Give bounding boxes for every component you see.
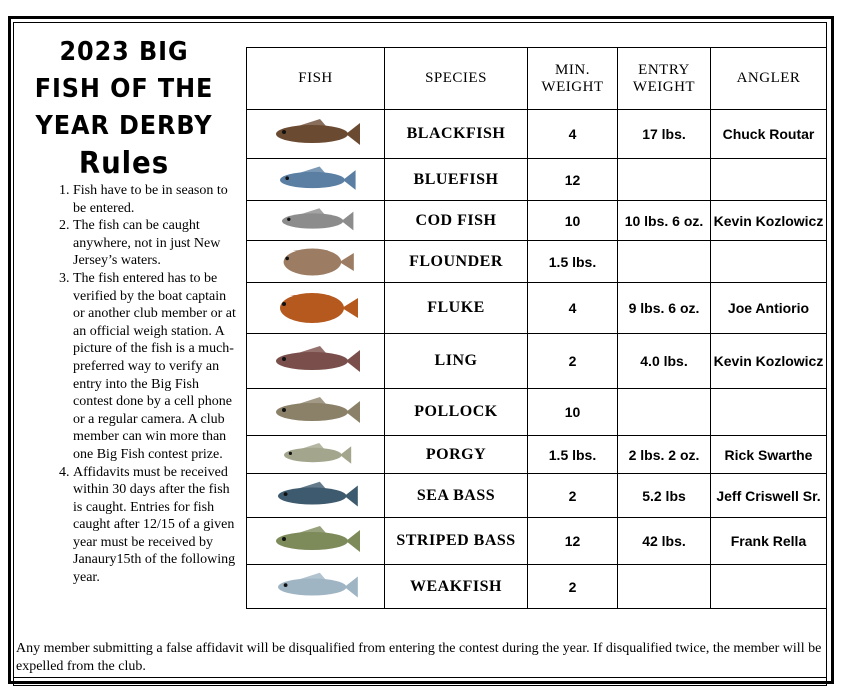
rule-item: 2. The fish can be caught anywhere, not in just New Jersey’s waters.	[73, 217, 236, 270]
rule-item: 1. Fish have to be in season to be entered.	[73, 182, 236, 217]
table-row	[247, 436, 827, 474]
fish-cell	[247, 110, 385, 159]
fluke-icon	[270, 288, 362, 328]
angler-cell	[711, 565, 827, 609]
entry-weight-cell: 2 lbs. 2 oz.	[618, 436, 711, 474]
angler-cell	[711, 241, 827, 283]
table-row	[247, 283, 827, 334]
entry-weight-cell: 9 lbs. 6 oz.	[618, 283, 711, 334]
table-row	[247, 110, 827, 159]
min-weight-cell: 2	[528, 474, 618, 518]
min-weight-cell: 4	[528, 283, 618, 334]
footer-note: Any member submitting a false affidavit will be disqualified from entering the contest during the year. If disqualified twice, the member will be expelled from the club.	[16, 641, 822, 674]
species-cell: BLACKFISH	[385, 110, 528, 159]
species-cell: STRIPED BASS	[385, 518, 528, 565]
table-row	[247, 201, 827, 241]
species-cell: SEA BASS	[385, 474, 528, 518]
entry-weight-cell: 42 lbs.	[618, 518, 711, 565]
page-title	[18, 34, 230, 182]
porgy-icon	[270, 439, 362, 471]
angler-cell	[711, 159, 827, 201]
angler-cell: Frank Rella	[711, 518, 827, 565]
header-entry-weight: ENTRY WEIGHT	[618, 48, 711, 110]
header-fish: FISH	[247, 48, 385, 110]
rule-item: 3. The fish entered has to be verified by the boat captain or another club member or at an official weigh station. A picture of the fish is a much-preferred way to verify an entry into the Big Fish contest done by a cell phone or a regular camera. A club member can win more than one Big Fish contest prize.	[73, 270, 236, 464]
species-cell: WEAKFISH	[385, 565, 528, 609]
fish-cell	[247, 201, 385, 241]
angler-cell	[711, 389, 827, 436]
fish-cell	[247, 474, 385, 518]
table-row	[247, 518, 827, 565]
species-cell: LING	[385, 334, 528, 389]
table-row	[247, 389, 827, 436]
ling-icon	[270, 341, 362, 381]
header-species: SPECIES	[385, 48, 528, 110]
angler-cell: Kevin Kozlowicz	[711, 201, 827, 241]
species-cell: FLUKE	[385, 283, 528, 334]
table-row	[247, 241, 827, 283]
min-weight-cell: 12	[528, 518, 618, 565]
fish-cell	[247, 565, 385, 609]
title-line: FISH OF THE	[34, 74, 214, 104]
entry-weight-cell	[618, 565, 711, 609]
min-weight-cell: 10	[528, 389, 618, 436]
table-header-row	[247, 48, 827, 110]
species-cell: POLLOCK	[385, 389, 528, 436]
title-line: 2023 BIG	[59, 37, 189, 67]
fish-cell	[247, 283, 385, 334]
rules-heading: Rules	[78, 146, 170, 181]
entry-weight-cell: 5.2 lbs	[618, 474, 711, 518]
angler-cell: Kevin Kozlowicz	[711, 334, 827, 389]
min-weight-cell: 2	[528, 565, 618, 609]
blackfish-icon	[270, 114, 362, 154]
rules-list	[18, 182, 236, 587]
min-weight-cell: 12	[528, 159, 618, 201]
table-row	[247, 159, 827, 201]
fish-cell	[247, 436, 385, 474]
footer-divider	[13, 677, 827, 678]
fish-cell	[247, 334, 385, 389]
angler-cell: Jeff Criswell Sr.	[711, 474, 827, 518]
entry-weight-cell	[618, 159, 711, 201]
flounder-icon	[270, 244, 362, 280]
striped-bass-icon	[270, 521, 362, 561]
derby-table	[246, 47, 827, 609]
table-row	[247, 474, 827, 518]
header-min-weight: MIN. WEIGHT	[528, 48, 618, 110]
species-cell: BLUEFISH	[385, 159, 528, 201]
fish-cell	[247, 159, 385, 201]
min-weight-cell: 10	[528, 201, 618, 241]
table-row	[247, 334, 827, 389]
species-cell: FLOUNDER	[385, 241, 528, 283]
angler-cell: Joe Antiorio	[711, 283, 827, 334]
species-cell: PORGY	[385, 436, 528, 474]
table-row	[247, 565, 827, 609]
entry-weight-cell	[618, 241, 711, 283]
fish-cell	[247, 241, 385, 283]
bluefish-icon	[270, 162, 362, 198]
rule-item: 4. Affidavits must be received within 30 days after the fish is caught. Entries for fish caught after 12/15 of a given year must be received by Janaury15th of the following year.	[73, 464, 236, 587]
angler-cell: Chuck Routar	[711, 110, 827, 159]
fish-cell	[247, 518, 385, 565]
header-angler: ANGLER	[711, 48, 827, 110]
entry-weight-cell: 10 lbs. 6 oz.	[618, 201, 711, 241]
min-weight-cell: 4	[528, 110, 618, 159]
sea-bass-icon	[270, 477, 362, 515]
min-weight-cell: 1.5 lbs.	[528, 436, 618, 474]
entry-weight-cell: 4.0 lbs.	[618, 334, 711, 389]
pollock-icon	[270, 392, 362, 432]
entry-weight-cell: 17 lbs.	[618, 110, 711, 159]
fish-cell	[247, 389, 385, 436]
species-cell: COD FISH	[385, 201, 528, 241]
angler-cell: Rick Swarthe	[711, 436, 827, 474]
cod-fish-icon	[270, 204, 362, 238]
min-weight-cell: 1.5 lbs.	[528, 241, 618, 283]
title-line: YEAR DERBY	[35, 111, 213, 141]
weakfish-icon	[270, 568, 362, 606]
entry-weight-cell	[618, 389, 711, 436]
min-weight-cell: 2	[528, 334, 618, 389]
